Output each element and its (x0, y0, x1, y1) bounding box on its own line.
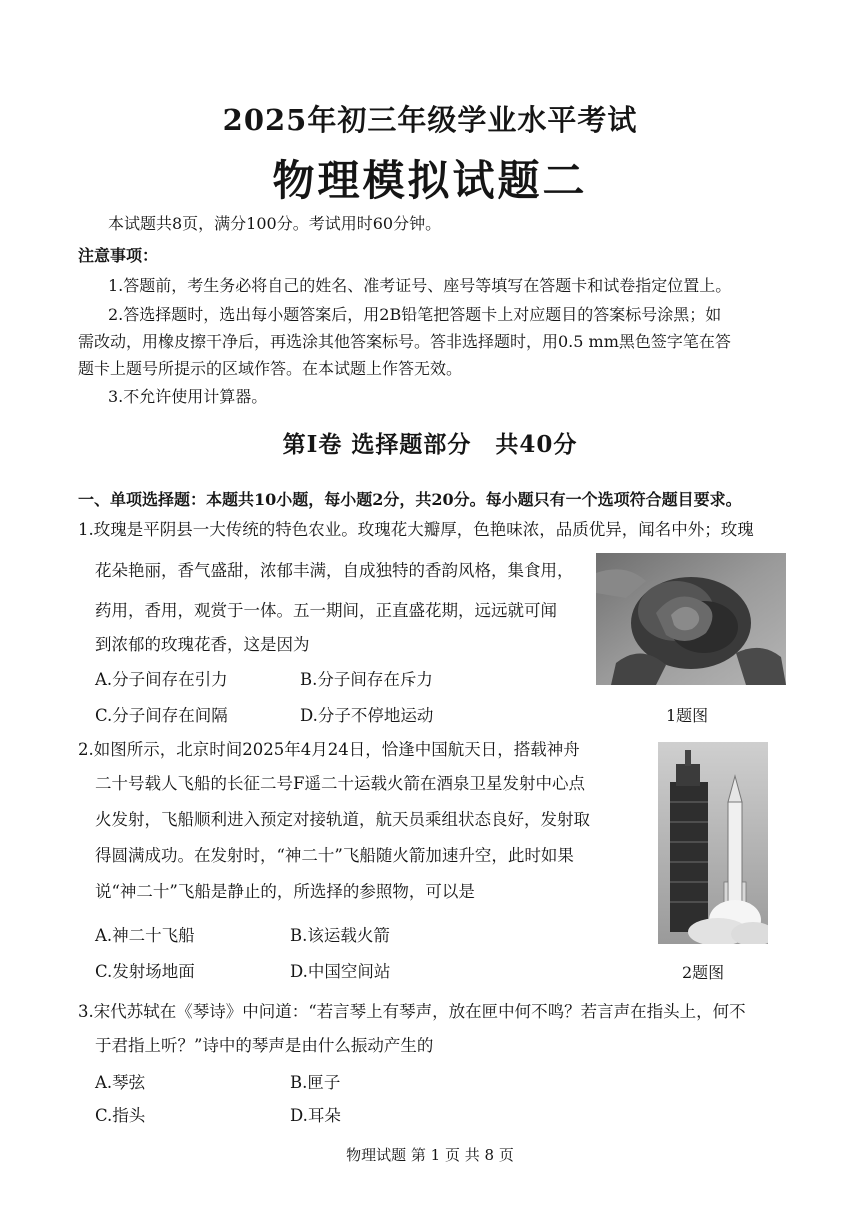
q1-figure-caption: 1题图 (666, 706, 709, 725)
notice-item-2-line-1: 2.答选择题时，选出每小题答案后，用2B铅笔把答题卡上对应题目的答案标号涂黑；如 (108, 305, 722, 324)
notice-item-1: 1.答题前，考生务必将自己的姓名、准考证号、座号等填写在答题卡和试卷指定位置上。 (108, 276, 732, 295)
q3-line-2: 于君指上听？”诗中的琴声是由什么振动产生的 (95, 1036, 434, 1055)
rose-photo (596, 553, 786, 685)
exam-title: 2025年初三年级学业水平考试 (222, 103, 638, 137)
notice-heading: 注意事项： (78, 246, 159, 265)
notice-item-2-line-3: 题卡上题号所提示的区域作答。在本试题上作答无效。 (78, 359, 463, 378)
q2-line-3: 火发射，飞船顺利进入预定对接轨道，航天员乘组状态良好，发射取 (95, 810, 590, 829)
q2-option-c: C.发射场地面 (95, 962, 195, 981)
q1-option-b: B.分子间存在斥力 (300, 670, 433, 689)
q3-line-1: 3.宋代苏轼在《琴诗》中问道：“若言琴上有琴声，放在匣中何不鸣？若言声在指头上，何不 (78, 1002, 746, 1021)
section-instruction: 一、单项选择题：本题共10小题，每小题2分，共20分。每小题只有一个选项符合题目要求。 (78, 490, 742, 509)
q2-line-1: 2.如图所示，北京时间2025年4月24日，恰逢中国航天日，搭载神舟 (78, 740, 580, 759)
q3-option-b: B.匣子 (290, 1073, 341, 1092)
page-footer: 物理试题 第 1 页 共 8 页 (346, 1146, 514, 1164)
intro-text: 本试题共8页，满分100分。考试用时60分钟。 (108, 214, 442, 233)
q2-figure-caption: 2题图 (682, 963, 725, 982)
q3-option-a: A.琴弦 (95, 1073, 146, 1092)
q1-option-c: C.分子间存在间隔 (95, 706, 228, 725)
q1-option-d: D.分子不停地运动 (300, 706, 434, 725)
q1-line-1: 1.玫瑰是平阴县一大传统的特色农业。玫瑰花大瓣厚，色艳味浓，品质优异，闻名中外；玫瑰 (78, 520, 754, 539)
rocket-launch-graphic (658, 742, 768, 944)
q3-option-d: D.耳朵 (290, 1106, 341, 1125)
section-title: 第Ⅰ卷 选择题部分 共40分 (282, 431, 578, 458)
notice-item-3: 3.不允许使用计算器。 (108, 387, 268, 406)
q1-line-4: 到浓郁的玫瑰花香，这是因为 (95, 635, 310, 654)
rocket-launch-photo (658, 742, 768, 944)
q2-option-b: B.该运载火箭 (290, 926, 390, 945)
q2-line-2: 二十号载人飞船的长征二号F遥二十运载火箭在酒泉卫星发射中心点 (95, 774, 585, 793)
q1-option-a: A.分子间存在引力 (95, 670, 228, 689)
q1-line-2: 花朵艳丽，香气盛甜，浓郁丰满，自成独特的香韵风格，集食用， (95, 561, 574, 580)
q2-option-d: D.中国空间站 (290, 962, 391, 981)
paper-title: 物理模拟试题二 (272, 156, 588, 205)
q1-line-3: 药用，香用，观赏于一体。五一期间，正直盛花期，远远就可闻 (95, 601, 557, 620)
rose-photo-graphic (596, 553, 786, 685)
q2-line-5: 说“神二十”飞船是静止的，所选择的参照物，可以是 (95, 882, 475, 901)
notice-item-2-line-2: 需改动，用橡皮擦干净后，再选涂其他答案标号。答非选择题时，用0.5 mm黑色签字笔在答 (78, 332, 731, 351)
q2-option-a: A.神二十飞船 (95, 926, 195, 945)
q2-line-4: 得圆满成功。在发射时，“神二十”飞船随火箭加速升空，此时如果 (95, 846, 574, 865)
q3-option-c: C.指头 (95, 1106, 146, 1125)
